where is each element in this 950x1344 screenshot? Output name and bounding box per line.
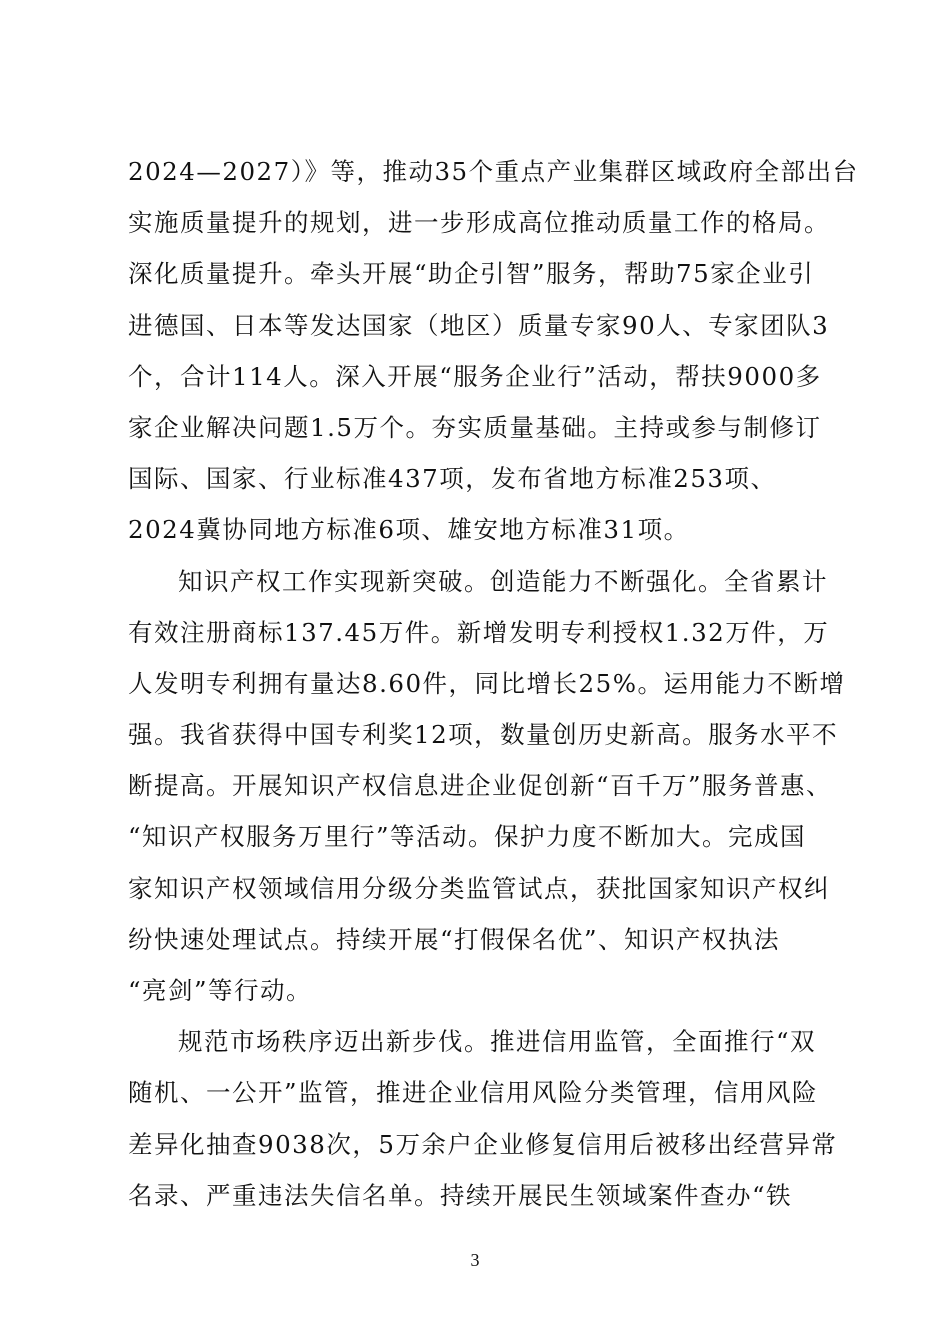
- text-line: 人发明专利拥有量达8.60件，同比增长25%。运用能力不断增: [128, 668, 846, 698]
- document-body: [128, 152, 859, 1227]
- page-number: 3: [470, 1250, 480, 1270]
- text-line: 知识产权工作实现新突破。创造能力不断强化。全省累计: [178, 566, 828, 596]
- text-line: 深化质量提升。牵头开展“助企引智”服务，帮助75家企业引: [128, 259, 815, 289]
- paragraph-intellectual-property: [128, 562, 846, 1023]
- text-line: “知识产权服务万里行”等活动。保护力度不断加大。完成国: [128, 822, 807, 852]
- text-line: 2024—2027）》等，推动35个重点产业集群区域政府全部出台: [128, 157, 859, 186]
- text-line: 进德国、日本等发达国家（地区）质量专家90人、专家团队3: [128, 310, 830, 340]
- text-line: 纷快速处理试点。持续开展“打假保名优”、知识产权执法: [128, 924, 781, 954]
- text-line: 个，合计114人。深入开展“服务企业行”活动，帮扶9000多: [128, 361, 822, 391]
- text-line: 名录、严重违法失信名单。持续开展民生领域案件查办“铁: [128, 1180, 793, 1210]
- text-line: 2024冀协同地方标准6项、雄安地方标准31项。: [128, 515, 690, 545]
- text-line: 强。我省获得中国专利奖12项，数量创历史新高。服务水平不: [128, 720, 839, 750]
- text-line: 家企业解决问题1.5万个。夯实质量基础。主持或参与制修订: [128, 412, 822, 442]
- text-line: 国际、国家、行业标准437项，发布省地方标准253项、: [128, 464, 777, 494]
- paragraph-market-order: [128, 1022, 838, 1227]
- text-line: 断提高。开展知识产权信息进企业促创新“百千万”服务普惠、: [128, 771, 833, 801]
- text-line: “亮剑”等行动。: [128, 976, 313, 1005]
- text-line: 家知识产权领域信用分级分类监管试点，获批国家知识产权纠: [128, 873, 830, 903]
- text-line: 随机、一公开”监管，推进企业信用风险分类管理，信用风险: [128, 1078, 819, 1108]
- text-line: 规范市场秩序迈出新步伐。推进信用监管，全面推行“双: [178, 1027, 817, 1057]
- paragraph-quality-continued: [128, 152, 859, 562]
- text-line: 差异化抽查9038次，5万余户企业修复信用后被移出经营异常: [128, 1129, 838, 1159]
- text-line: 有效注册商标137.45万件。新增发明专利授权1.32万件，万: [128, 617, 830, 647]
- text-line: 实施质量提升的规划，进一步形成高位推动质量工作的格局。: [128, 208, 830, 238]
